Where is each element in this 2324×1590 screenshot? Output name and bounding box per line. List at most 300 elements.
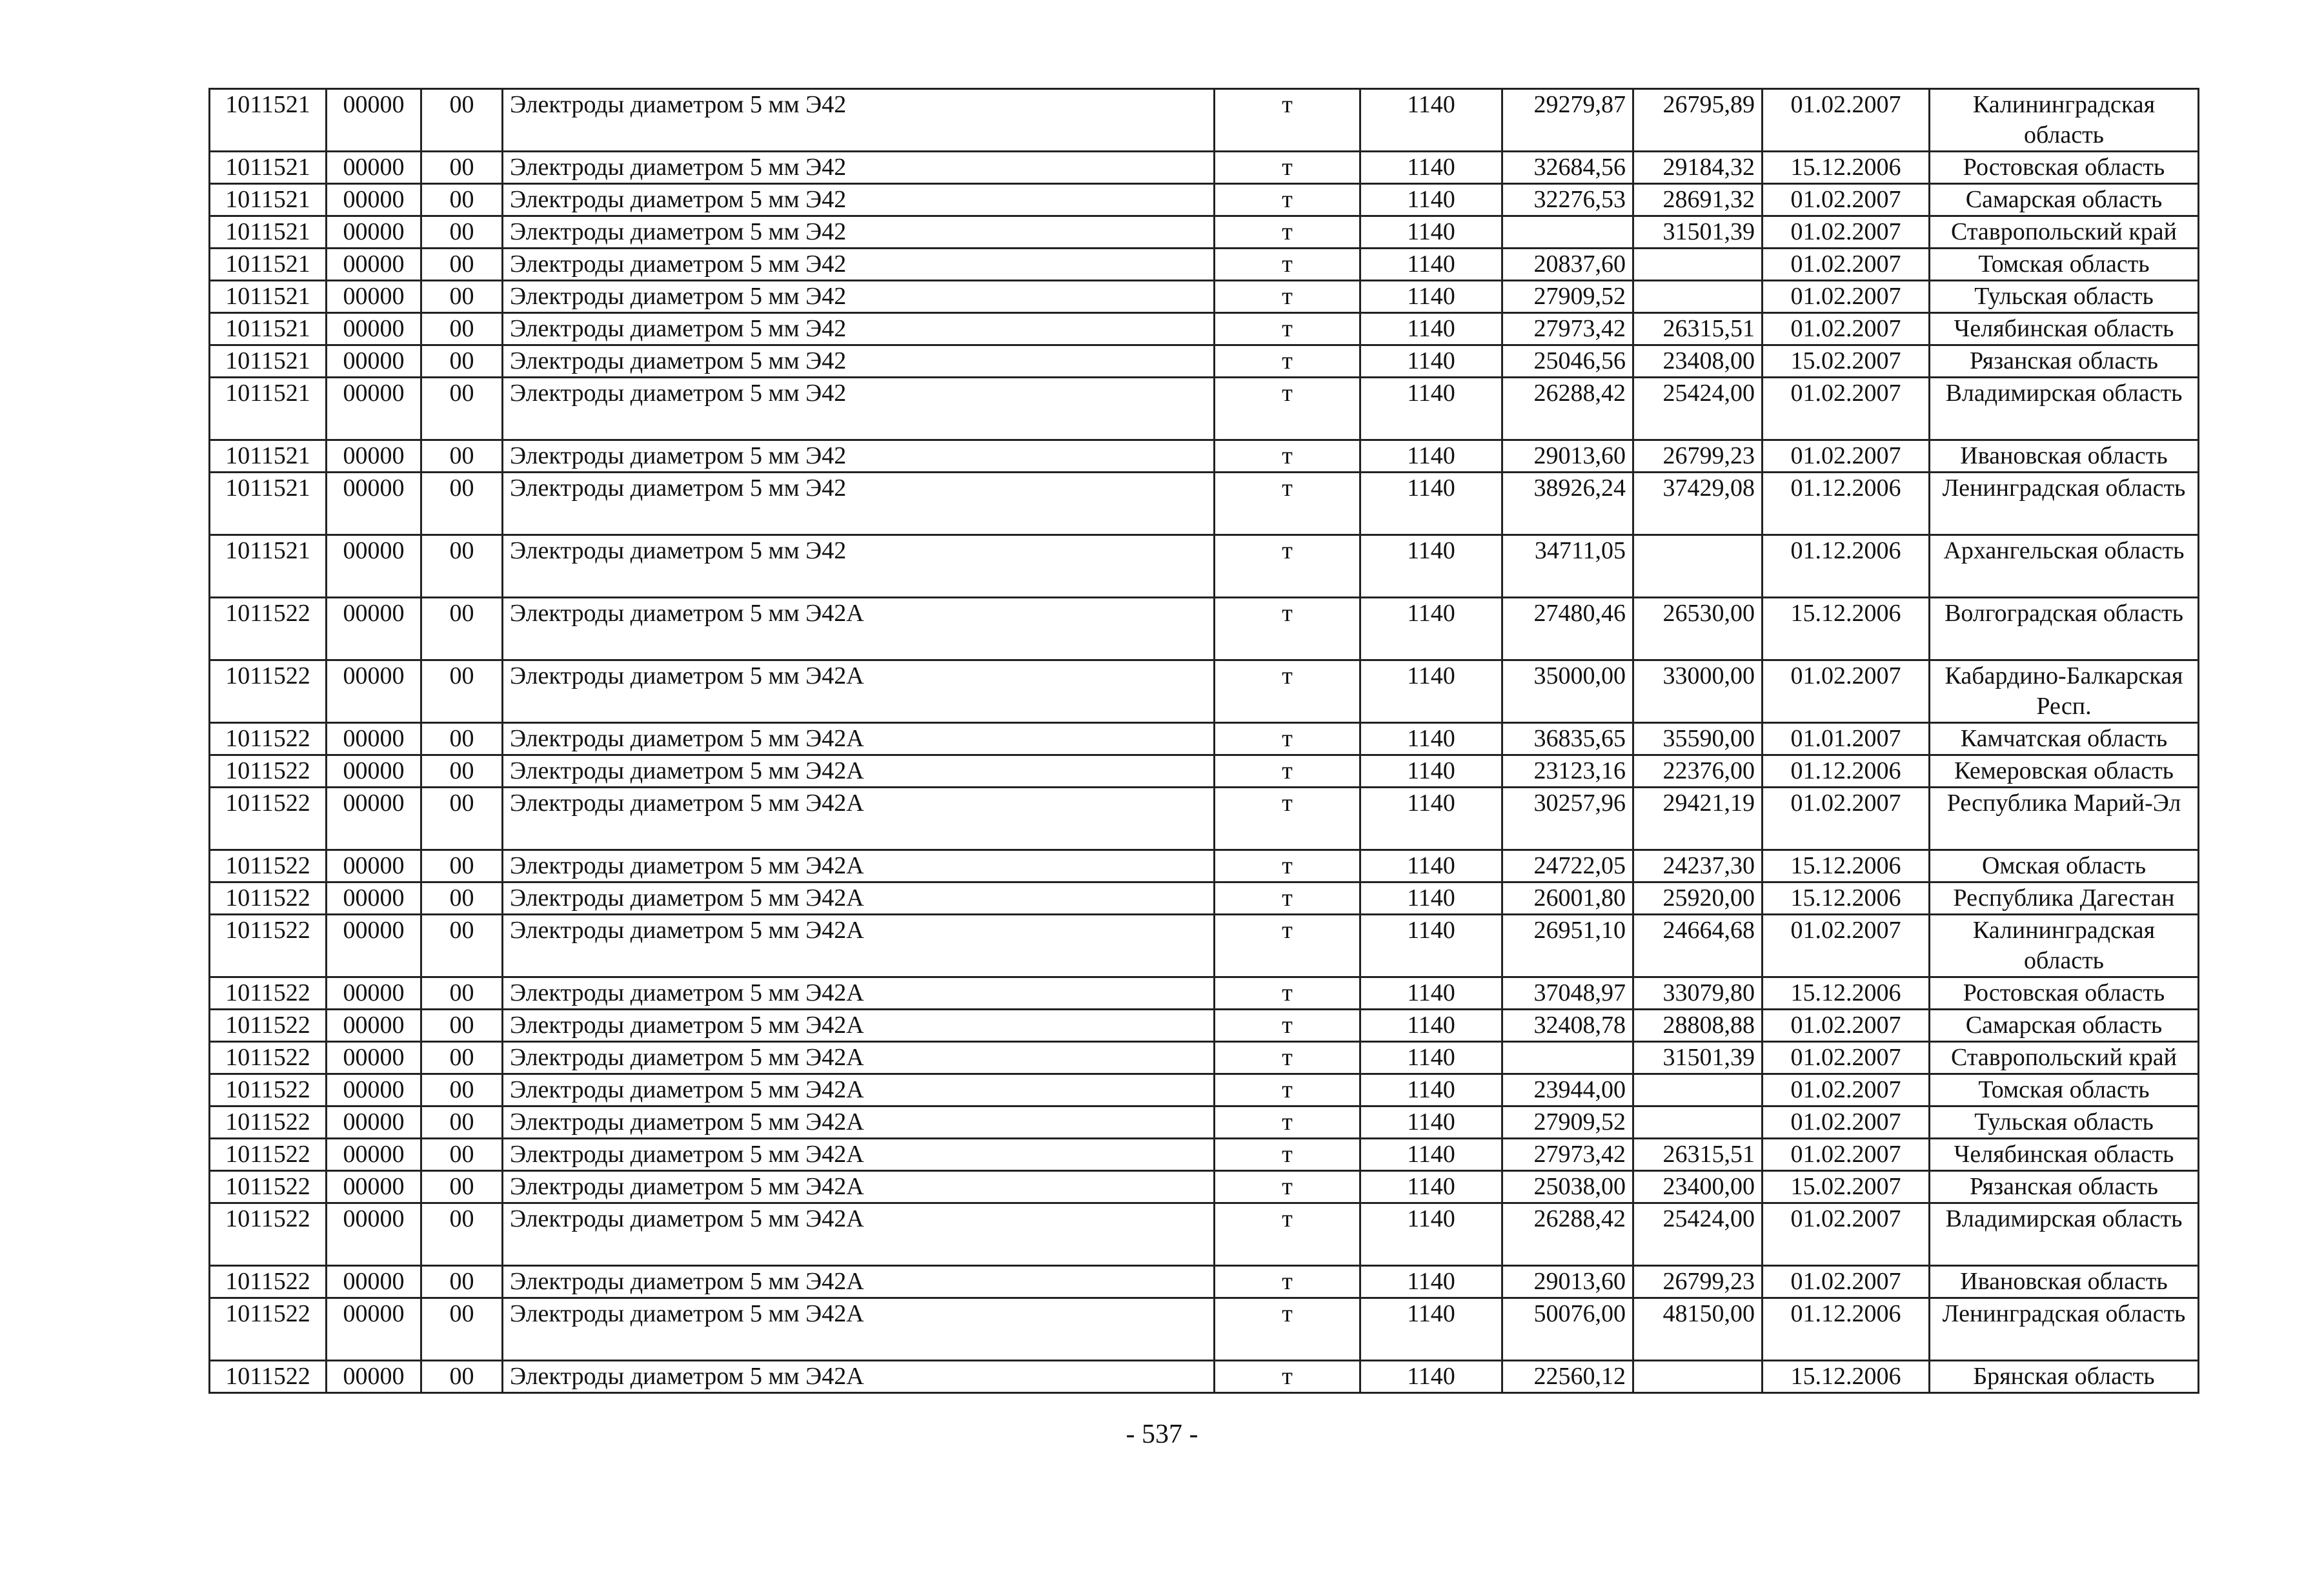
unit-cell: т: [1215, 440, 1360, 473]
price-2-cell: 26530,00: [1633, 598, 1763, 660]
date-cell: 01.12.2006: [1763, 535, 1930, 598]
price-2-cell: 23408,00: [1633, 345, 1763, 378]
price-1-cell: 38926,24: [1502, 473, 1633, 535]
region-cell: Камчатская область: [1930, 723, 2199, 755]
okei-code-cell: 1140: [1360, 440, 1502, 473]
price-2-cell: 22376,00: [1633, 755, 1763, 788]
product-name-cell: Электроды диаметром 5 мм Э42: [503, 313, 1215, 345]
okei-code-cell: 1140: [1360, 1203, 1502, 1266]
unit-cell: т: [1215, 281, 1360, 313]
date-cell: 01.02.2007: [1763, 378, 1930, 440]
date-cell: 01.02.2007: [1763, 1042, 1930, 1074]
unit-cell: т: [1215, 1298, 1360, 1361]
region-cell: Челябинская область: [1930, 313, 2199, 345]
table-row: [210, 598, 2199, 660]
date-cell: 01.02.2007: [1763, 1010, 1930, 1042]
group-cell: 00: [421, 281, 503, 313]
price-1-cell: 23123,16: [1502, 755, 1633, 788]
price-1-cell: 27909,52: [1502, 1106, 1633, 1139]
product-code-cell: 1011522: [210, 915, 327, 977]
product-code-cell: 1011521: [210, 152, 327, 184]
unit-cell: т: [1215, 216, 1360, 249]
product-name-cell: Электроды диаметром 5 мм Э42А: [503, 850, 1215, 882]
date-cell: 01.12.2006: [1763, 1298, 1930, 1361]
product-code-cell: 1011521: [210, 440, 327, 473]
group-cell: 00: [421, 1266, 503, 1298]
price-2-cell: 29184,32: [1633, 152, 1763, 184]
group-cell: 00: [421, 473, 503, 535]
product-code-cell: 1011521: [210, 535, 327, 598]
product-name-cell: Электроды диаметром 5 мм Э42А: [503, 598, 1215, 660]
unit-cell: т: [1215, 755, 1360, 788]
price-1-cell: [1502, 1042, 1633, 1074]
date-cell: 01.02.2007: [1763, 1074, 1930, 1106]
product-code-cell: 1011522: [210, 1361, 327, 1393]
product-code-cell: 1011522: [210, 1042, 327, 1074]
subcode-cell: 00000: [327, 313, 421, 345]
okei-code-cell: 1140: [1360, 915, 1502, 977]
group-cell: 00: [421, 850, 503, 882]
price-2-cell: 25424,00: [1633, 378, 1763, 440]
group-cell: 00: [421, 313, 503, 345]
product-name-cell: Электроды диаметром 5 мм Э42А: [503, 723, 1215, 755]
okei-code-cell: 1140: [1360, 152, 1502, 184]
table-row: [210, 473, 2199, 535]
price-table: [208, 88, 2199, 1394]
date-cell: 01.02.2007: [1763, 1106, 1930, 1139]
table-row: [210, 788, 2199, 850]
date-cell: 01.02.2007: [1763, 788, 1930, 850]
table-row: [210, 378, 2199, 440]
group-cell: 00: [421, 216, 503, 249]
unit-cell: т: [1215, 313, 1360, 345]
group-cell: 00: [421, 1361, 503, 1393]
unit-cell: т: [1215, 1074, 1360, 1106]
okei-code-cell: 1140: [1360, 89, 1502, 152]
okei-code-cell: 1140: [1360, 1361, 1502, 1393]
product-name-cell: Электроды диаметром 5 мм Э42А: [503, 1042, 1215, 1074]
product-name-cell: Электроды диаметром 5 мм Э42: [503, 535, 1215, 598]
group-cell: 00: [421, 1042, 503, 1074]
date-cell: 01.02.2007: [1763, 660, 1930, 723]
region-cell: Ленинградская область: [1930, 1298, 2199, 1361]
table-row: [210, 1106, 2199, 1139]
okei-code-cell: 1140: [1360, 249, 1502, 281]
product-code-cell: 1011522: [210, 1203, 327, 1266]
product-code-cell: 1011522: [210, 598, 327, 660]
product-name-cell: Электроды диаметром 5 мм Э42А: [503, 1010, 1215, 1042]
price-2-cell: 28691,32: [1633, 184, 1763, 216]
date-cell: 01.02.2007: [1763, 440, 1930, 473]
okei-code-cell: 1140: [1360, 281, 1502, 313]
subcode-cell: 00000: [327, 535, 421, 598]
product-code-cell: 1011521: [210, 89, 327, 152]
date-cell: 15.02.2007: [1763, 1171, 1930, 1203]
price-1-cell: 50076,00: [1502, 1298, 1633, 1361]
group-cell: 00: [421, 1010, 503, 1042]
date-cell: 01.12.2006: [1763, 755, 1930, 788]
price-2-cell: 25424,00: [1633, 1203, 1763, 1266]
date-cell: 15.02.2007: [1763, 345, 1930, 378]
price-1-cell: 27909,52: [1502, 281, 1633, 313]
price-2-cell: 48150,00: [1633, 1298, 1763, 1361]
product-code-cell: 1011521: [210, 313, 327, 345]
region-cell: Ивановская область: [1930, 440, 2199, 473]
product-name-cell: Электроды диаметром 5 мм Э42: [503, 152, 1215, 184]
unit-cell: т: [1215, 1266, 1360, 1298]
product-code-cell: 1011522: [210, 788, 327, 850]
product-name-cell: Электроды диаметром 5 мм Э42: [503, 216, 1215, 249]
table-row: [210, 915, 2199, 977]
group-cell: 00: [421, 345, 503, 378]
subcode-cell: 00000: [327, 1361, 421, 1393]
product-code-cell: 1011522: [210, 755, 327, 788]
price-2-cell: 26315,51: [1633, 1139, 1763, 1171]
price-2-cell: [1633, 281, 1763, 313]
table-row: [210, 152, 2199, 184]
region-cell: Челябинская область: [1930, 1139, 2199, 1171]
price-2-cell: 24664,68: [1633, 915, 1763, 977]
product-code-cell: 1011521: [210, 473, 327, 535]
unit-cell: т: [1215, 977, 1360, 1010]
group-cell: 00: [421, 535, 503, 598]
region-cell: Кемеровская область: [1930, 755, 2199, 788]
price-2-cell: 33000,00: [1633, 660, 1763, 723]
subcode-cell: 00000: [327, 1010, 421, 1042]
price-1-cell: 26001,80: [1502, 882, 1633, 915]
group-cell: 00: [421, 1203, 503, 1266]
product-code-cell: 1011522: [210, 1106, 327, 1139]
subcode-cell: 00000: [327, 1203, 421, 1266]
unit-cell: т: [1215, 882, 1360, 915]
product-name-cell: Электроды диаметром 5 мм Э42А: [503, 788, 1215, 850]
region-cell: Республика Дагестан: [1930, 882, 2199, 915]
price-1-cell: 23944,00: [1502, 1074, 1633, 1106]
region-cell: Калининградская область: [1930, 915, 2199, 977]
product-code-cell: 1011521: [210, 345, 327, 378]
price-1-cell: 27973,42: [1502, 313, 1633, 345]
date-cell: 01.02.2007: [1763, 313, 1930, 345]
table-row: [210, 660, 2199, 723]
product-name-cell: Электроды диаметром 5 мм Э42: [503, 378, 1215, 440]
product-name-cell: Электроды диаметром 5 мм Э42: [503, 345, 1215, 378]
group-cell: 00: [421, 660, 503, 723]
product-code-cell: 1011521: [210, 249, 327, 281]
table-row: [210, 1010, 2199, 1042]
unit-cell: т: [1215, 723, 1360, 755]
unit-cell: т: [1215, 598, 1360, 660]
subcode-cell: 00000: [327, 1074, 421, 1106]
price-1-cell: 37048,97: [1502, 977, 1633, 1010]
okei-code-cell: 1140: [1360, 1042, 1502, 1074]
product-code-cell: 1011521: [210, 216, 327, 249]
product-name-cell: Электроды диаметром 5 мм Э42А: [503, 1266, 1215, 1298]
product-name-cell: Электроды диаметром 5 мм Э42: [503, 249, 1215, 281]
unit-cell: т: [1215, 1139, 1360, 1171]
product-name-cell: Электроды диаметром 5 мм Э42А: [503, 1074, 1215, 1106]
subcode-cell: 00000: [327, 89, 421, 152]
group-cell: 00: [421, 723, 503, 755]
region-cell: Томская область: [1930, 249, 2199, 281]
okei-code-cell: 1140: [1360, 1139, 1502, 1171]
group-cell: 00: [421, 915, 503, 977]
product-code-cell: 1011522: [210, 1074, 327, 1106]
price-1-cell: 26288,42: [1502, 1203, 1633, 1266]
date-cell: 01.02.2007: [1763, 89, 1930, 152]
price-1-cell: 26951,10: [1502, 915, 1633, 977]
price-1-cell: 29279,87: [1502, 89, 1633, 152]
unit-cell: т: [1215, 1010, 1360, 1042]
product-name-cell: Электроды диаметром 5 мм Э42: [503, 281, 1215, 313]
region-cell: Самарская область: [1930, 184, 2199, 216]
date-cell: 15.12.2006: [1763, 598, 1930, 660]
product-name-cell: Электроды диаметром 5 мм Э42А: [503, 1171, 1215, 1203]
okei-code-cell: 1140: [1360, 1298, 1502, 1361]
date-cell: 01.12.2006: [1763, 473, 1930, 535]
product-name-cell: Электроды диаметром 5 мм Э42А: [503, 1106, 1215, 1139]
product-name-cell: Электроды диаметром 5 мм Э42А: [503, 755, 1215, 788]
price-2-cell: 33079,80: [1633, 977, 1763, 1010]
okei-code-cell: 1140: [1360, 473, 1502, 535]
price-2-cell: 26799,23: [1633, 440, 1763, 473]
product-code-cell: 1011522: [210, 1139, 327, 1171]
subcode-cell: 00000: [327, 1266, 421, 1298]
okei-code-cell: 1140: [1360, 598, 1502, 660]
product-code-cell: 1011522: [210, 882, 327, 915]
group-cell: 00: [421, 440, 503, 473]
unit-cell: т: [1215, 915, 1360, 977]
group-cell: 00: [421, 788, 503, 850]
table-row: [210, 535, 2199, 598]
subcode-cell: 00000: [327, 1171, 421, 1203]
subcode-cell: 00000: [327, 723, 421, 755]
subcode-cell: 00000: [327, 915, 421, 977]
price-2-cell: 31501,39: [1633, 1042, 1763, 1074]
price-1-cell: 25038,00: [1502, 1171, 1633, 1203]
region-cell: Ивановская область: [1930, 1266, 2199, 1298]
subcode-cell: 00000: [327, 850, 421, 882]
price-2-cell: 26315,51: [1633, 313, 1763, 345]
product-code-cell: 1011522: [210, 723, 327, 755]
region-cell: Республика Марий-Эл: [1930, 788, 2199, 850]
product-code-cell: 1011522: [210, 660, 327, 723]
price-1-cell: 27480,46: [1502, 598, 1633, 660]
okei-code-cell: 1140: [1360, 1266, 1502, 1298]
subcode-cell: 00000: [327, 249, 421, 281]
group-cell: 00: [421, 1106, 503, 1139]
unit-cell: т: [1215, 89, 1360, 152]
subcode-cell: 00000: [327, 1042, 421, 1074]
unit-cell: т: [1215, 152, 1360, 184]
group-cell: 00: [421, 598, 503, 660]
okei-code-cell: 1140: [1360, 660, 1502, 723]
subcode-cell: 00000: [327, 184, 421, 216]
unit-cell: т: [1215, 345, 1360, 378]
price-1-cell: 20837,60: [1502, 249, 1633, 281]
okei-code-cell: 1140: [1360, 1106, 1502, 1139]
product-name-cell: Электроды диаметром 5 мм Э42: [503, 89, 1215, 152]
unit-cell: т: [1215, 378, 1360, 440]
group-cell: 00: [421, 1298, 503, 1361]
okei-code-cell: 1140: [1360, 313, 1502, 345]
price-2-cell: [1633, 1074, 1763, 1106]
product-code-cell: 1011522: [210, 1266, 327, 1298]
price-2-cell: 35590,00: [1633, 723, 1763, 755]
price-2-cell: [1633, 1361, 1763, 1393]
table-row: [210, 281, 2199, 313]
okei-code-cell: 1140: [1360, 850, 1502, 882]
date-cell: 01.02.2007: [1763, 915, 1930, 977]
unit-cell: т: [1215, 535, 1360, 598]
price-2-cell: 25920,00: [1633, 882, 1763, 915]
unit-cell: т: [1215, 788, 1360, 850]
price-2-cell: 28808,88: [1633, 1010, 1763, 1042]
group-cell: 00: [421, 1171, 503, 1203]
okei-code-cell: 1140: [1360, 1074, 1502, 1106]
table-row: [210, 723, 2199, 755]
price-1-cell: 22560,12: [1502, 1361, 1633, 1393]
price-2-cell: 31501,39: [1633, 216, 1763, 249]
okei-code-cell: 1140: [1360, 378, 1502, 440]
date-cell: 01.02.2007: [1763, 1266, 1930, 1298]
region-cell: Владимирская область: [1930, 1203, 2199, 1266]
price-1-cell: 32276,53: [1502, 184, 1633, 216]
table-row: [210, 1361, 2199, 1393]
unit-cell: т: [1215, 249, 1360, 281]
subcode-cell: 00000: [327, 152, 421, 184]
date-cell: 15.12.2006: [1763, 152, 1930, 184]
product-name-cell: Электроды диаметром 5 мм Э42А: [503, 1203, 1215, 1266]
price-1-cell: 32684,56: [1502, 152, 1633, 184]
region-cell: Архангельская область: [1930, 535, 2199, 598]
table-row: [210, 882, 2199, 915]
date-cell: 01.02.2007: [1763, 1139, 1930, 1171]
group-cell: 00: [421, 184, 503, 216]
price-2-cell: [1633, 1106, 1763, 1139]
price-2-cell: 23400,00: [1633, 1171, 1763, 1203]
product-code-cell: 1011521: [210, 281, 327, 313]
group-cell: 00: [421, 249, 503, 281]
region-cell: Тульская область: [1930, 281, 2199, 313]
date-cell: 15.12.2006: [1763, 882, 1930, 915]
table-row: [210, 1139, 2199, 1171]
group-cell: 00: [421, 1074, 503, 1106]
table-row: [210, 184, 2199, 216]
product-name-cell: Электроды диаметром 5 мм Э42А: [503, 915, 1215, 977]
price-1-cell: 32408,78: [1502, 1010, 1633, 1042]
product-name-cell: Электроды диаметром 5 мм Э42А: [503, 1298, 1215, 1361]
subcode-cell: 00000: [327, 473, 421, 535]
table-row: [210, 1171, 2199, 1203]
table-row: [210, 1042, 2199, 1074]
product-name-cell: Электроды диаметром 5 мм Э42: [503, 473, 1215, 535]
subcode-cell: 00000: [327, 1298, 421, 1361]
date-cell: 01.01.2007: [1763, 723, 1930, 755]
product-name-cell: Электроды диаметром 5 мм Э42: [503, 440, 1215, 473]
okei-code-cell: 1140: [1360, 977, 1502, 1010]
date-cell: 01.02.2007: [1763, 249, 1930, 281]
table-row: [210, 755, 2199, 788]
product-name-cell: Электроды диаметром 5 мм Э42А: [503, 1139, 1215, 1171]
product-code-cell: 1011522: [210, 850, 327, 882]
okei-code-cell: 1140: [1360, 1171, 1502, 1203]
price-1-cell: 26288,42: [1502, 378, 1633, 440]
price-2-cell: [1633, 249, 1763, 281]
date-cell: 01.02.2007: [1763, 216, 1930, 249]
date-cell: 15.12.2006: [1763, 850, 1930, 882]
table-row: [210, 1074, 2199, 1106]
group-cell: 00: [421, 152, 503, 184]
group-cell: 00: [421, 1139, 503, 1171]
date-cell: 01.02.2007: [1763, 281, 1930, 313]
product-code-cell: 1011522: [210, 1010, 327, 1042]
unit-cell: т: [1215, 473, 1360, 535]
unit-cell: т: [1215, 1106, 1360, 1139]
table-row: [210, 1203, 2199, 1266]
okei-code-cell: 1140: [1360, 723, 1502, 755]
date-cell: 01.02.2007: [1763, 1203, 1930, 1266]
unit-cell: т: [1215, 1361, 1360, 1393]
price-1-cell: 29013,60: [1502, 1266, 1633, 1298]
region-cell: Ставропольский край: [1930, 1042, 2199, 1074]
group-cell: 00: [421, 882, 503, 915]
page-number: - 537 -: [1126, 1420, 1198, 1449]
price-2-cell: 29421,19: [1633, 788, 1763, 850]
date-cell: 01.02.2007: [1763, 184, 1930, 216]
subcode-cell: 00000: [327, 378, 421, 440]
price-1-cell: 30257,96: [1502, 788, 1633, 850]
okei-code-cell: 1140: [1360, 216, 1502, 249]
region-cell: Ставропольский край: [1930, 216, 2199, 249]
subcode-cell: 00000: [327, 1106, 421, 1139]
product-name-cell: Электроды диаметром 5 мм Э42А: [503, 977, 1215, 1010]
price-1-cell: 27973,42: [1502, 1139, 1633, 1171]
product-name-cell: Электроды диаметром 5 мм Э42А: [503, 882, 1215, 915]
region-cell: Кабардино-Балкарская Респ.: [1930, 660, 2199, 723]
region-cell: Томская область: [1930, 1074, 2199, 1106]
region-cell: Ростовская область: [1930, 152, 2199, 184]
region-cell: Самарская область: [1930, 1010, 2199, 1042]
table-row: [210, 1266, 2199, 1298]
table-row: [210, 249, 2199, 281]
unit-cell: т: [1215, 660, 1360, 723]
unit-cell: т: [1215, 184, 1360, 216]
price-2-cell: 37429,08: [1633, 473, 1763, 535]
product-code-cell: 1011522: [210, 1171, 327, 1203]
region-cell: Рязанская область: [1930, 345, 2199, 378]
table-row: [210, 977, 2199, 1010]
okei-code-cell: 1140: [1360, 345, 1502, 378]
okei-code-cell: 1140: [1360, 1010, 1502, 1042]
region-cell: Ленинградская область: [1930, 473, 2199, 535]
subcode-cell: 00000: [327, 977, 421, 1010]
price-2-cell: 24237,30: [1633, 850, 1763, 882]
region-cell: Тульская область: [1930, 1106, 2199, 1139]
group-cell: 00: [421, 89, 503, 152]
group-cell: 00: [421, 755, 503, 788]
price-1-cell: 34711,05: [1502, 535, 1633, 598]
product-name-cell: Электроды диаметром 5 мм Э42: [503, 184, 1215, 216]
subcode-cell: 00000: [327, 345, 421, 378]
table-row: [210, 216, 2199, 249]
product-code-cell: 1011521: [210, 378, 327, 440]
unit-cell: т: [1215, 850, 1360, 882]
region-cell: Рязанская область: [1930, 1171, 2199, 1203]
table-row: [210, 440, 2199, 473]
subcode-cell: 00000: [327, 788, 421, 850]
price-1-cell: 36835,65: [1502, 723, 1633, 755]
table-row: [210, 345, 2199, 378]
